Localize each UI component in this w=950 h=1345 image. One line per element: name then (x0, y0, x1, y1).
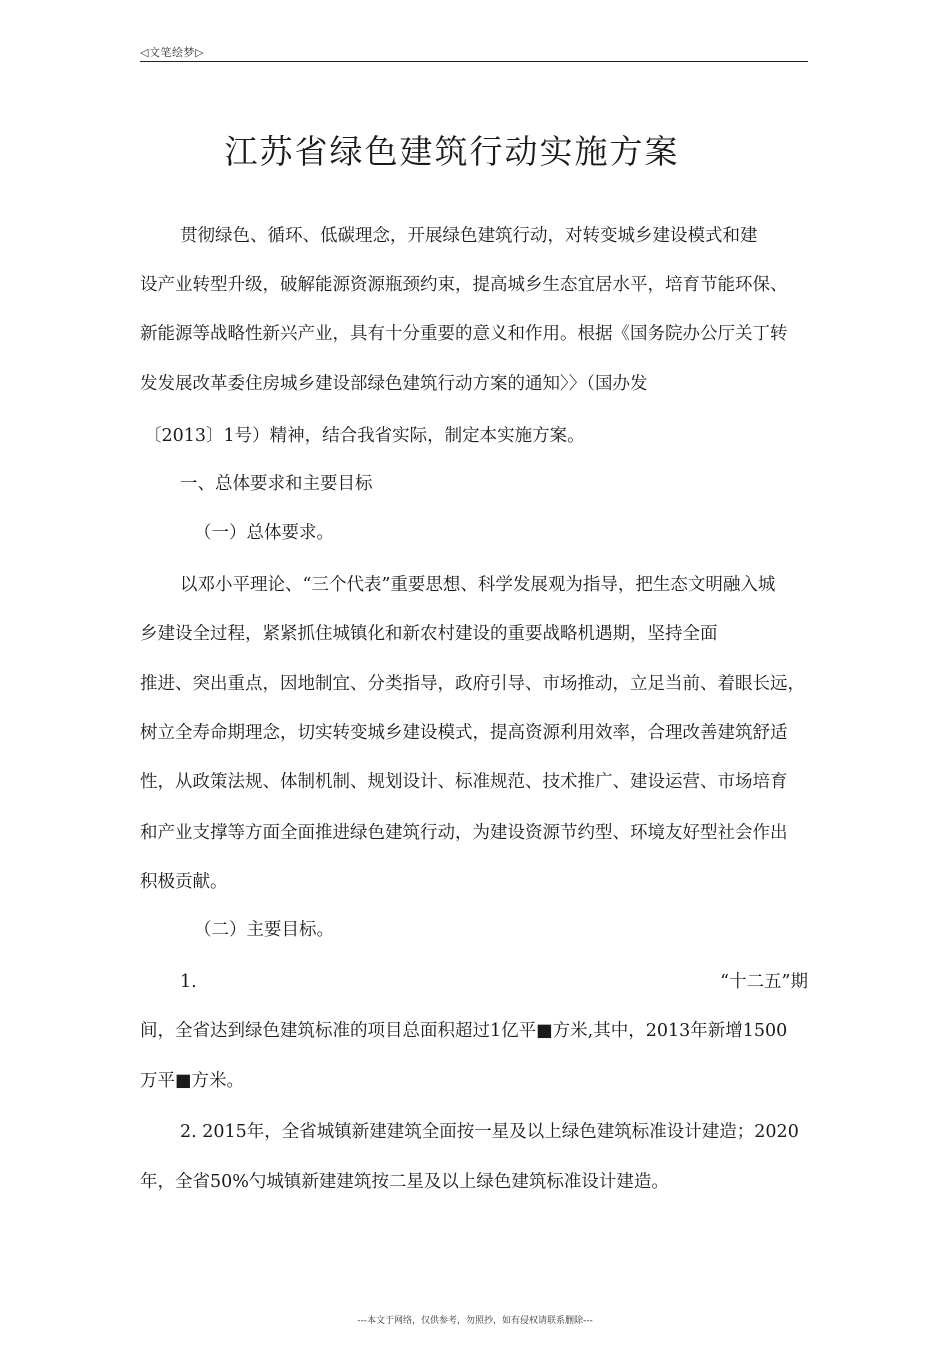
paragraph-line: 间，全省达到绿色建筑标准的项目总面积超过1亿平■方米,其中，2013年新增1500 (140, 1021, 788, 1041)
paragraph-line: 设产业转型升级，破解能源资源瓶颈约束，提高城乡生态宜居水平，培育节能环保、 (140, 275, 788, 295)
section-heading: 一、总体要求和主要目标 (180, 474, 373, 494)
paragraph-line: 发发展改革委住房城乡建设部绿色建筑行动方案的通知〉〉（国办发 (140, 374, 648, 394)
paragraph-line: 积极贡献。 (140, 872, 228, 892)
paragraph-line: 年，全省50%勺城镇新建建筑按二星及以上绿色建筑标准设计建造。 (140, 1172, 669, 1192)
document-title (0, 126, 950, 173)
subsection-heading: （二）主要目标。 (194, 920, 334, 940)
paragraph-line: 〔2013〕1号）精神，结合我省实际，制定本实施方案。 (144, 426, 585, 446)
paragraph-line: 以邓小平理论、“三个代表”重要思想、科学发展观为指导，把生态文明融入城 (180, 575, 776, 595)
paragraph-line: 万平■方米。 (140, 1071, 245, 1091)
paragraph-line: 新能源等战略性新兴产业，具有十分重要的意义和作用。根据《国务院办公厅关丁转 (140, 324, 788, 344)
paragraph-line: 和产业支撑等方面全面推进绿色建筑行动，为建设资源节约型、环境友好型社会作出 (140, 823, 788, 843)
header-rule (140, 61, 808, 62)
item-number: 1. (180, 972, 197, 992)
paragraph-line: 树立全寿命期理念，切实转变城乡建设模式，提高资源利用效率，合理改善建筑舒适 (140, 723, 788, 743)
paragraph-line: 推进、突出重点，因地制宜、分类指导，政府引导、市场推动，立足当前、着眼长远， (140, 674, 805, 694)
title-text: 江苏省绿色建筑行动实施方案 (224, 132, 680, 171)
paragraph-line: 2. 2015年，全省城镇新建建筑全面按一星及以上绿色建筑标准设计建造；2020 (180, 1122, 799, 1142)
list-item-1-first-line (140, 970, 808, 994)
header-mark: ◁文笔绘梦▷ (140, 46, 204, 59)
item-tail: “十二五”期 (720, 972, 808, 992)
paragraph-line: 乡建设全过程，紧紧抓住城镇化和新农村建设的重要战略机遇期，坚持全面 (140, 624, 718, 644)
footer-disclaimer: ---本文于网络，仅供参考，勿照抄，如有侵权请联系删除--- (357, 1316, 593, 1326)
paragraph-line: 贯彻绿色、循环、低碳理念，开展绿色建筑行动，对转变城乡建设模式和建 (180, 226, 758, 246)
subsection-heading: （一）总体要求。 (194, 523, 334, 543)
paragraph-line: 性，从政策法规、体制机制、规划设计、标准规范、技术推广、建设运营、市场培育 (140, 772, 788, 792)
